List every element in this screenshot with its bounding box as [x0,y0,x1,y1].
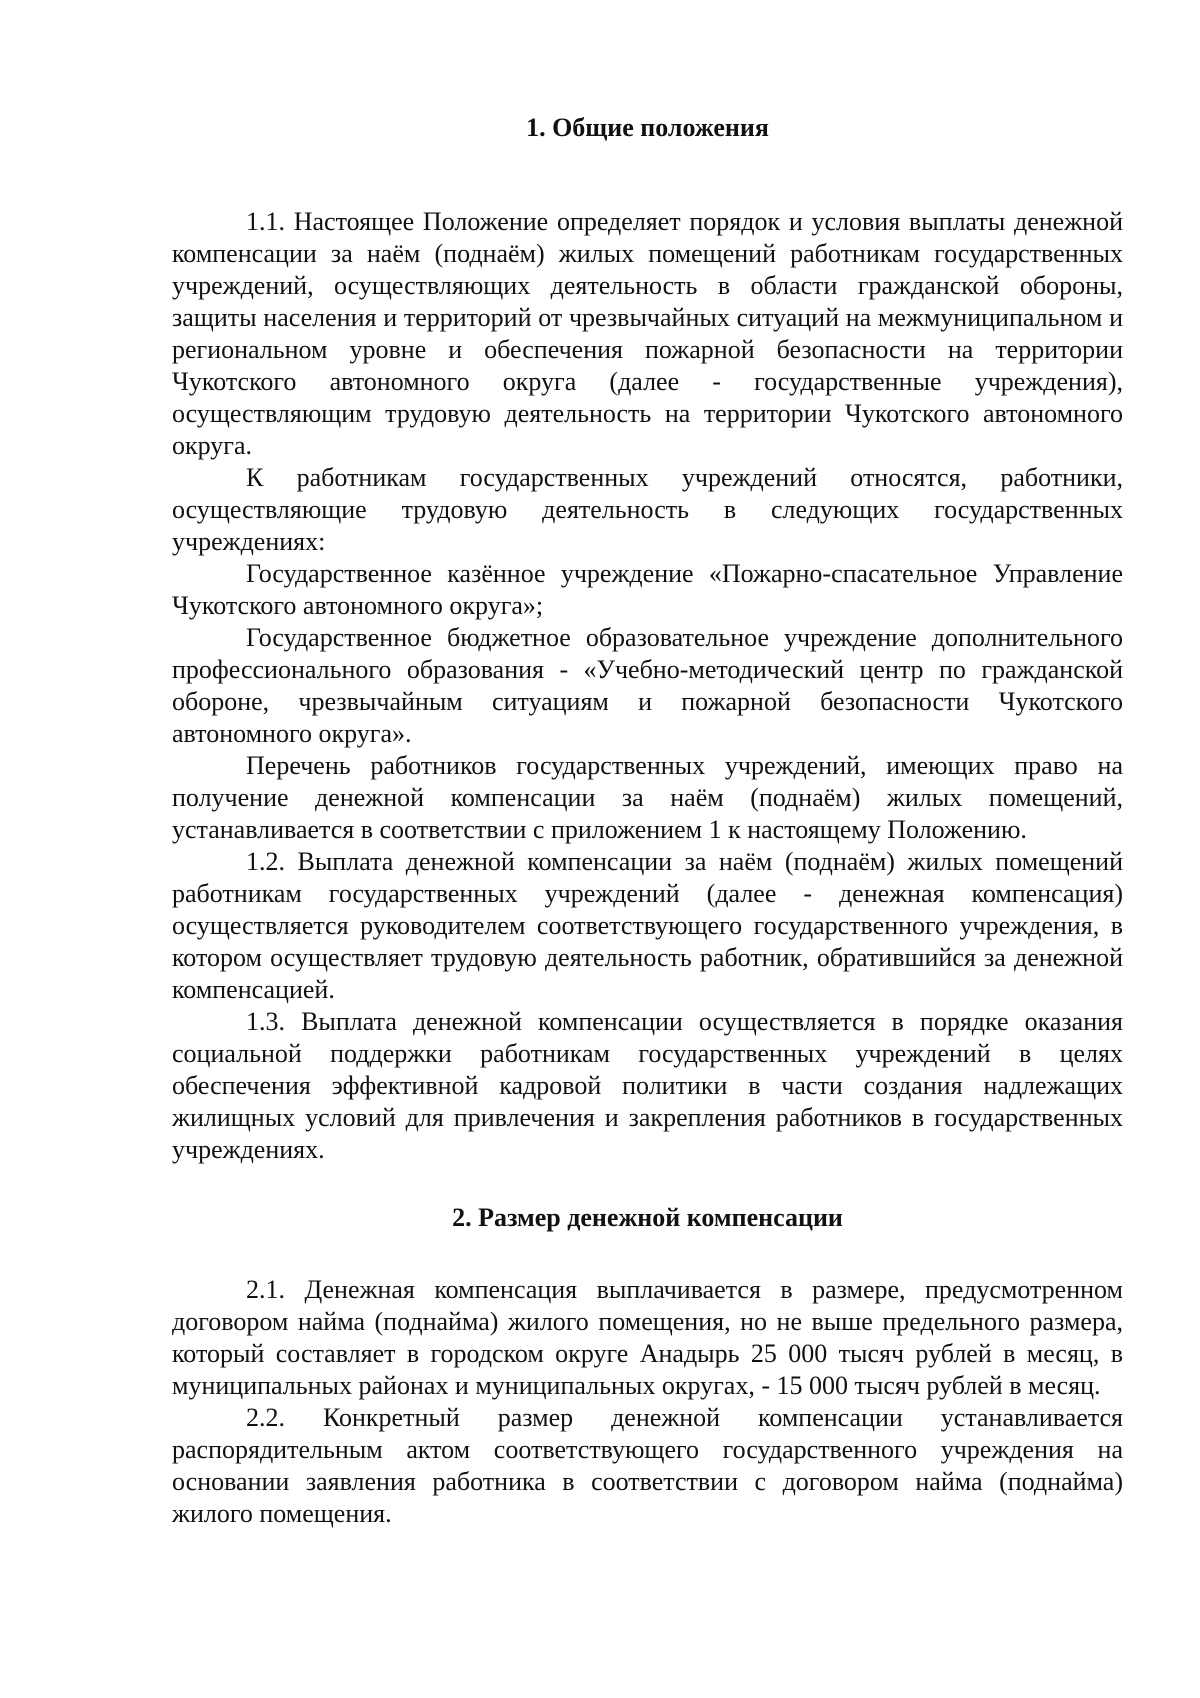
paragraph-1-2: 1.2. Выплата денежной компенсации за наём (поднаём) жилых помещений работникам государственных учреждений (далее - денежная компенсация) осуществляется руководителем соответствующего государственного учреждения, в котором осуществляет трудовую деятельность работник, обратившийся за денежной компенсацией. [172,847,1123,1004]
paragraph-2-2: 2.2. Конкретный размер денежной компенсации устанавливается распорядительным актом соответствующего государственного учреждения на основании заявления работника в соответствии с договором найма (поднайма) жилого помещения. [172,1403,1123,1528]
paragraph-institution-training-center: Государственное бюджетное образовательное учреждение дополнительного профессионального образования - «Учебно-методический центр по гражданской обороне, чрезвычайным ситуациям и пожарной безопасности Чукотского автономного округа». [172,623,1123,748]
paragraph-2-1: 2.1. Денежная компенсация выплачивается в размере, предусмотренном договором найма (поднайма) жилого помещения, но не выше предельного размера, который составляет в городском округе Анадырь 25 000 тысяч рублей в месяц, в муниципальных районах и муниципальных округах, - 15 000 тысяч рублей в месяц. [172,1275,1123,1400]
paragraph-1-1: 1.1. Настоящее Положение определяет порядок и условия выплаты денежной компенсации за наём (поднаём) жилых помещений работникам государственных учреждений, осуществляющих деятельность в области гражданской обороны, защиты населения и территорий от чрезвычайных ситуаций на межмуниципальном и региональном уровне и обеспечения пожарной безопасности на территории Чукотского автономного округа (далее - государственные учреждения), осуществляющим трудовую деятельность на территории Чукотского автономного округа. [172,207,1123,460]
paragraph-1-3: 1.3. Выплата денежной компенсации осуществляется в порядке оказания социальной поддержки работникам государственных учреждений в целях обеспечения эффективной кадровой политики в части создания надлежащих жилищных условий для привлечения и закрепления работников в государственных учреждениях. [172,1007,1123,1164]
paragraph-employees-intro: К работникам государственных учреждений относятся, работники, осуществляющие трудовую деятельность в следующих государственных учреждениях: [172,463,1123,556]
paragraph-employee-list: Перечень работников государственных учреждений, имеющих право на получение денежной компенсации за наём (поднаём) жилых помещений, устанавливается в соответствии с приложением 1 к настоящему Положению. [172,751,1123,844]
document-page [172,112,1123,1530]
section-title-compensation-amount: 2. Размер денежной компенсации [452,1203,843,1232]
paragraph-institution-fire-rescue: Государственное казённое учреждение «Пожарно-спасательное Управление Чукотского автономного округа»; [172,559,1123,620]
section-title-general-provisions: 1. Общие положения [526,113,769,142]
